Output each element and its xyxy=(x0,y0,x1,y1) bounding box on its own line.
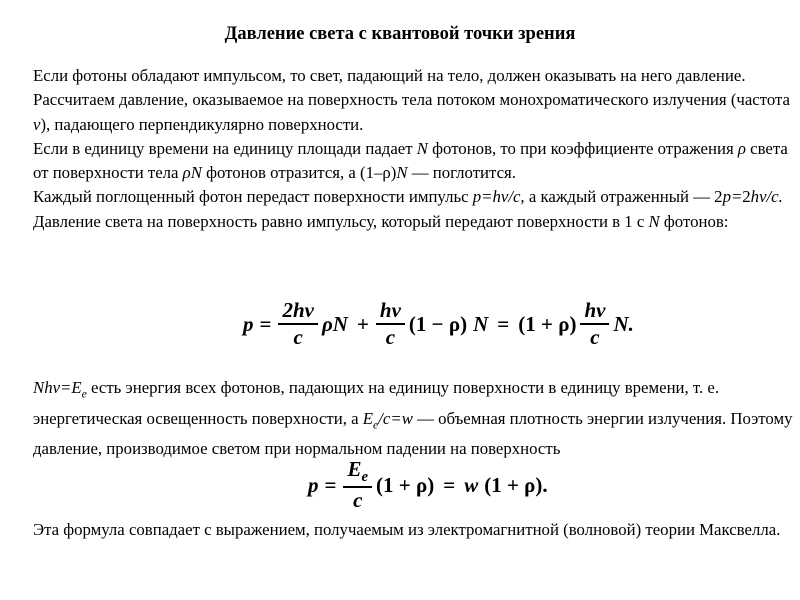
formula-inline: Nhν=E xyxy=(33,378,82,397)
symbol-N: N xyxy=(396,163,408,183)
paragraph-momentum-transfer xyxy=(33,185,795,209)
text: света от поверхности тела xyxy=(33,138,788,183)
formula-inline: p= xyxy=(722,187,743,207)
formula-term: p xyxy=(308,472,319,497)
fraction xyxy=(378,300,403,348)
numerator: 2hν xyxy=(282,298,314,322)
formula-inline-p: p=hν/c, xyxy=(472,187,525,207)
formula-term: (1 + ρ). xyxy=(484,472,548,497)
formula-term: N xyxy=(473,311,489,336)
denominator: c xyxy=(376,323,405,348)
denominator: c xyxy=(343,486,372,511)
subscript: e xyxy=(373,418,379,432)
fraction xyxy=(582,300,607,348)
numerator: hν xyxy=(584,298,606,322)
denominator: c xyxy=(580,323,609,348)
text: фотонов отразится, а (1–ρ) xyxy=(201,163,397,183)
text: ), падающего перпендикулярно поверхности. xyxy=(40,114,364,134)
page-title: Давление света с квантовой точки зрения xyxy=(224,24,576,44)
paragraph-energy-density xyxy=(33,376,798,462)
formula-term: (1 + ρ) xyxy=(518,311,577,336)
paragraph-calculate-pressure xyxy=(33,88,795,137)
text-block-conclusion xyxy=(33,518,795,542)
subscript: e xyxy=(81,387,87,401)
equals-sign: = xyxy=(443,472,456,497)
paragraph-pressure-equals xyxy=(33,210,795,234)
text: Каждый поглощенный фотон передаст поверхности импульс xyxy=(33,187,473,207)
formula-inline: hν/c. xyxy=(750,187,783,207)
symbol-rho: ρ xyxy=(737,138,746,158)
paragraph-reflection xyxy=(33,137,795,186)
equals-sign: = xyxy=(497,311,510,336)
symbol-N: N xyxy=(416,138,428,158)
formula-term: (1 + ρ) xyxy=(376,472,435,497)
text: Рассчитаем давление, оказываемое на поверхность тела потоком монохроматического излучения (частота xyxy=(33,90,791,110)
text-block-energy xyxy=(33,376,798,462)
text: есть энергия всех фотонов, падающих на единицу поверхности в единицу времени, т. е. энергетическая освещенность поверхности, а xyxy=(33,378,720,428)
symbol-nu: ν xyxy=(33,114,41,134)
text: — поглотится. xyxy=(407,163,516,183)
text: — объемная плотность энергии излучения. Поэтому давление, производимое светом при нормальном падении на поверхность xyxy=(33,408,793,459)
equals-sign: = xyxy=(259,311,272,336)
formula-term: (1 − ρ) xyxy=(408,311,468,336)
text: Эта формула совпадает с выражением, получаемым из электромагнитной (волновой) теории Максвелла. xyxy=(33,520,781,539)
numerator xyxy=(345,456,370,487)
symbol-N: N xyxy=(648,211,660,231)
numerator: hν xyxy=(379,298,401,322)
formula-term: N. xyxy=(613,311,634,336)
text: 2 xyxy=(742,187,751,207)
formula-term: ρN xyxy=(321,311,348,336)
symbol-E: E xyxy=(362,408,374,428)
subscript: e xyxy=(361,468,369,485)
equals-sign: = xyxy=(324,472,337,497)
text: фотонов, то при коэффициенте отражения xyxy=(427,138,738,158)
text: фотонов: xyxy=(659,211,729,231)
formula-term: p xyxy=(243,311,254,336)
formula-term: w xyxy=(464,472,479,497)
text: Если фотоны обладают импульсом, то свет, падающий на тело, должен оказывать на него давление. xyxy=(33,66,746,85)
formula-inline: /c=w xyxy=(378,408,413,428)
formula-pressure-2 xyxy=(308,457,551,513)
fraction xyxy=(345,456,370,513)
paragraph-maxwell xyxy=(33,518,795,542)
fraction xyxy=(280,300,316,348)
plus-sign: + xyxy=(356,311,369,336)
text: Если в единицу времени на единицу площади падает xyxy=(33,138,417,158)
text: а каждый отраженный — 2 xyxy=(524,187,723,207)
text-block-intro xyxy=(33,64,795,234)
symbol-rhoN: ρN xyxy=(182,163,202,183)
formula-pressure-1 xyxy=(243,293,637,355)
text: Давление света на поверхность равно импульсу, который передают поверхности в 1 с xyxy=(33,211,649,231)
symbol-E: E xyxy=(347,456,362,481)
denominator: c xyxy=(278,323,318,348)
paragraph-photon-momentum xyxy=(33,64,795,88)
